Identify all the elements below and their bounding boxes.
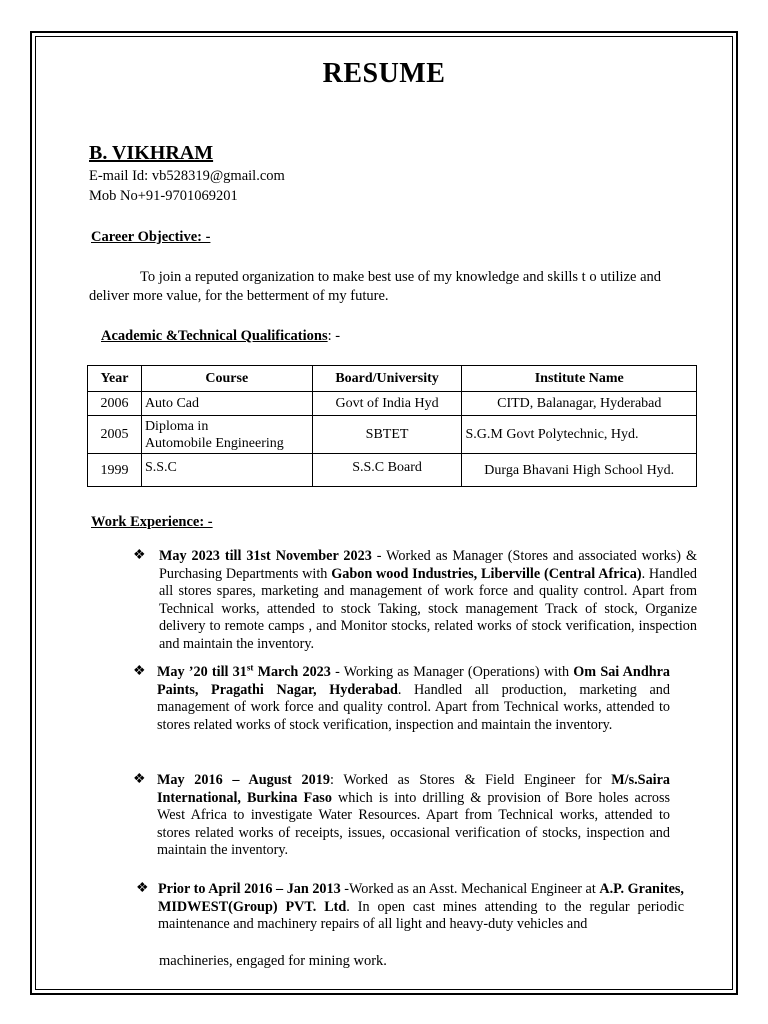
mobile-line: Mob No+91-9701069201 bbox=[89, 188, 238, 204]
work-item-1-company: Gabon wood Industries, Liberville (Central Africa) bbox=[331, 565, 642, 582]
work-item-2-company: Om Sai Andhra Paints, Pragathi Nagar, Hyderabad bbox=[157, 664, 670, 698]
academic-heading-label: Academic &Technical Qualifications bbox=[101, 328, 328, 344]
cell-course bbox=[141, 454, 312, 487]
cell-institute: Durga Bhavani High School Hyd. bbox=[462, 454, 697, 487]
work-item-4-company: A.P. Granites, MIDWEST(Group) PVT. Ltd bbox=[158, 881, 684, 915]
work-item-4-period: Prior to April 2016 – Jan 2013 bbox=[158, 881, 341, 897]
work-item-3-period: May 2016 – August 2019 bbox=[157, 772, 330, 788]
work-item-2-text-a: - Working as Manager (Operations) with bbox=[330, 664, 574, 680]
table-row bbox=[88, 392, 697, 416]
work-item-1 bbox=[159, 548, 697, 653]
work-experience-heading: Work Experience: - bbox=[91, 514, 213, 530]
work-item-1-text-a: - Worked as Manager (Stores and associated works) & Purchasing Departments with bbox=[159, 548, 697, 582]
work-item-3-text-a: : Worked as Stores & Field Engineer for bbox=[329, 772, 612, 788]
bullet-diamond-icon: ❖ bbox=[133, 772, 146, 787]
career-objective-heading: Career Objective: - bbox=[91, 229, 211, 245]
work-item-4-text-a: -Worked as an Asst. Mechanical Engineer at bbox=[340, 881, 600, 897]
cell-institute: CITD, Balanagar, Hyderabad bbox=[462, 392, 697, 416]
column-header-year: Year bbox=[88, 366, 142, 392]
work-item-2-period-sup: st bbox=[246, 662, 254, 673]
work-item-4-continuation: machineries, engaged for mining work. bbox=[159, 953, 387, 969]
column-header-institute: Institute Name bbox=[462, 366, 697, 392]
cell-year: 2006 bbox=[88, 392, 142, 416]
bullet-diamond-icon: ❖ bbox=[136, 881, 149, 896]
work-item-3-company: M/s.Saira International, Burkina Faso bbox=[157, 772, 670, 806]
work-item-2-period bbox=[157, 664, 331, 680]
bullet-diamond-icon: ❖ bbox=[133, 548, 146, 563]
cell-board: Govt of India Hyd bbox=[312, 392, 462, 416]
work-item-2-text-b: . Handled all production, marketing and management of work force and quality control. Apart from Technical works, attended to stores related works of stock verification, inspection and maintain the inventory. bbox=[157, 681, 670, 733]
email-line: E-mail Id: vb528319@gmail.com bbox=[89, 168, 285, 184]
work-item-4 bbox=[158, 881, 684, 934]
cell-course-line1: Diploma in bbox=[144, 418, 209, 434]
work-item-4-text-b: . In open cast mines attending to the regular periodic maintenance and machinery repairs of all light and heavy-duty vehicles and bbox=[158, 898, 684, 932]
academic-heading bbox=[101, 327, 340, 346]
cell-board: SBTET bbox=[312, 416, 462, 454]
column-header-board: Board/University bbox=[312, 366, 462, 392]
document-title: RESUME bbox=[322, 58, 446, 89]
table-header-row bbox=[88, 366, 697, 392]
career-objective-text-line2: deliver more value, for the betterment of my future. bbox=[89, 288, 389, 304]
cell-course-line1: Auto Cad bbox=[144, 396, 199, 411]
cell-year: 2005 bbox=[88, 416, 142, 454]
work-item-3-text-b: which is into drilling & provision of Bore holes across West Africa to investigate Water Resources. Apart from Technical works, attended to stores related works of receipts, issues, occasional verification of stocks, inspection and maintain the inventory. bbox=[157, 789, 670, 858]
work-item-3 bbox=[157, 772, 670, 860]
cell-course bbox=[141, 392, 312, 416]
work-item-1-period: May 2023 till 31st November 2023 bbox=[159, 548, 372, 564]
cell-course bbox=[141, 416, 312, 454]
cell-year: 1999 bbox=[88, 454, 142, 487]
work-item-2 bbox=[157, 664, 670, 734]
work-item-2-period-b: March 2023 bbox=[253, 664, 331, 680]
cell-course-line1: S.S.C bbox=[144, 460, 177, 475]
cell-institute: S.G.M Govt Polytechnic, Hyd. bbox=[462, 416, 697, 454]
academic-heading-suffix: : - bbox=[327, 328, 341, 344]
career-objective-text-line1: To join a reputed organization to make best use of my knowledge and skills t o utilize and bbox=[140, 269, 662, 285]
work-item-2-period-a: May ’20 till 31 bbox=[157, 664, 247, 680]
bullet-diamond-icon: ❖ bbox=[133, 664, 146, 679]
cell-course-line2: Automobile Engineering bbox=[144, 435, 284, 451]
table-row bbox=[88, 416, 697, 454]
table-row bbox=[88, 454, 697, 487]
cell-board: S.S.C Board bbox=[312, 454, 462, 487]
column-header-course: Course bbox=[141, 366, 312, 392]
qualifications-table bbox=[87, 365, 697, 487]
work-item-1-text-b: . Handled all stores spares, marketing and management of work force and quality control. Apart from Technical works, attended to stock Taking, stock management Track of stock, Organize delivery to remote camps , and Monitor stocks, related works of stock verification, inspection and maintain the inventory. bbox=[159, 565, 697, 652]
candidate-name: B. VIKHRAM bbox=[89, 142, 214, 164]
